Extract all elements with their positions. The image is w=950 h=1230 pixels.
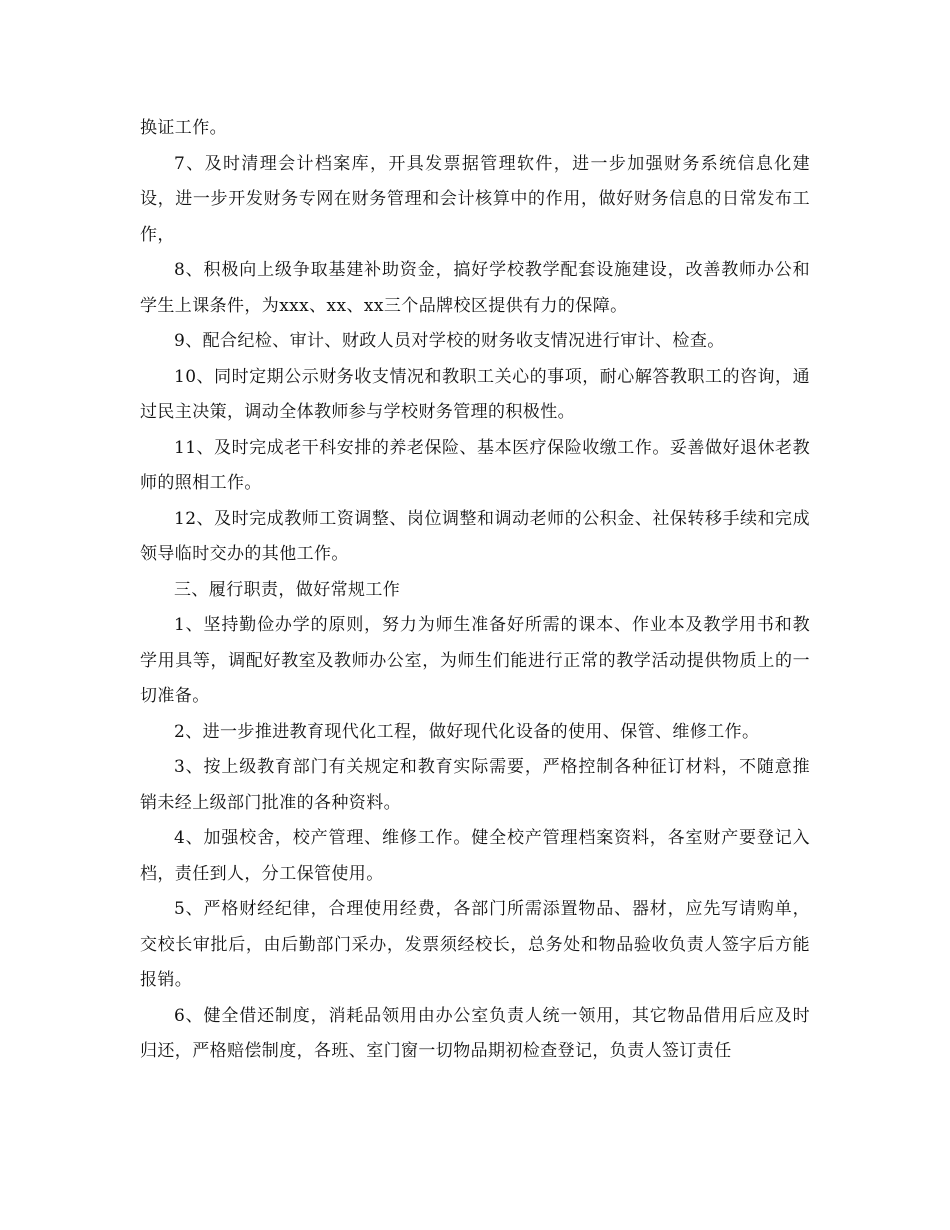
paragraph-item-8: 8、积极向上级争取基建补助资金，搞好学校教学配套设施建设，改善教师办公和学生上课条件，为xxx、xx、xx三个品牌校区提供有力的保障。	[140, 260, 810, 316]
paragraph-section3-item-4: 4、加强校舍，校产管理、维修工作。健全校产管理档案资料，各室财产要登记入档，责任到人，分工保管使用。	[140, 828, 810, 884]
paragraph-item-10: 10、同时定期公示财务收支情况和教职工关心的事项，耐心解答教职工的咨询，通过民主决策，调动全体教师参与学校财务管理的积极性。	[140, 366, 810, 422]
document-body	[140, 111, 810, 1070]
paragraph-section3-item-2: 2、进一步推进教育现代化工程，做好现代化设备的使用、保管、维修工作。	[174, 721, 760, 742]
paragraph-item-9: 9、配合纪检、审计、财政人员对学校的财务收支情况进行审计、检查。	[174, 331, 725, 351]
paragraph-item-11: 11、及时完成老干科安排的养老保险、基本医疗保险收缴工作。妥善做好退休老教师的照相工作。	[140, 437, 810, 493]
paragraph-section3-item-6: 6、健全借还制度，消耗品领用由办公室负责人统一领用，其它物品借用后应及时归还，严格赔偿制度，各班、室门窗一切物品期初检查登记，负责人签订责任	[140, 1005, 810, 1061]
section-heading-3: 三、履行职责，做好常规工作	[174, 579, 401, 600]
paragraph-continuation: 换证工作。	[140, 118, 227, 138]
paragraph-section3-item-3: 3、按上级教育部门有关规定和教育实际需要，严格控制各种征订材料，不随意推销未经上级部门批准的各种资料。	[140, 757, 810, 813]
paragraph-item-12: 12、及时完成教师工资调整、岗位调整和调动老师的公积金、社保转移手续和完成领导临时交办的其他工作。	[140, 508, 810, 564]
paragraph-section3-item-5: 5、严格财经纪律，合理使用经费，各部门所需添置物品、器材，应先写请购单，交校长审批后，由后勤部门采办，发票须经校长，总务处和物品验收负责人签字后方能报销。	[140, 899, 810, 990]
paragraph-item-7: 7、及时清理会计档案库，开具发票据管理软件，进一步加强财务系统信息化建设，进一步开发财务专网在财务管理和会计核算中的作用，做好财务信息的日常发布工作，	[140, 153, 810, 245]
paragraph-section3-item-1: 1、坚持勤俭办学的原则，努力为师生准备好所需的课本、作业本及教学用书和教学用具等，调配好教室及教师办公室，为师生们能进行正常的教学活动提供物质上的一切准备。	[140, 615, 810, 706]
